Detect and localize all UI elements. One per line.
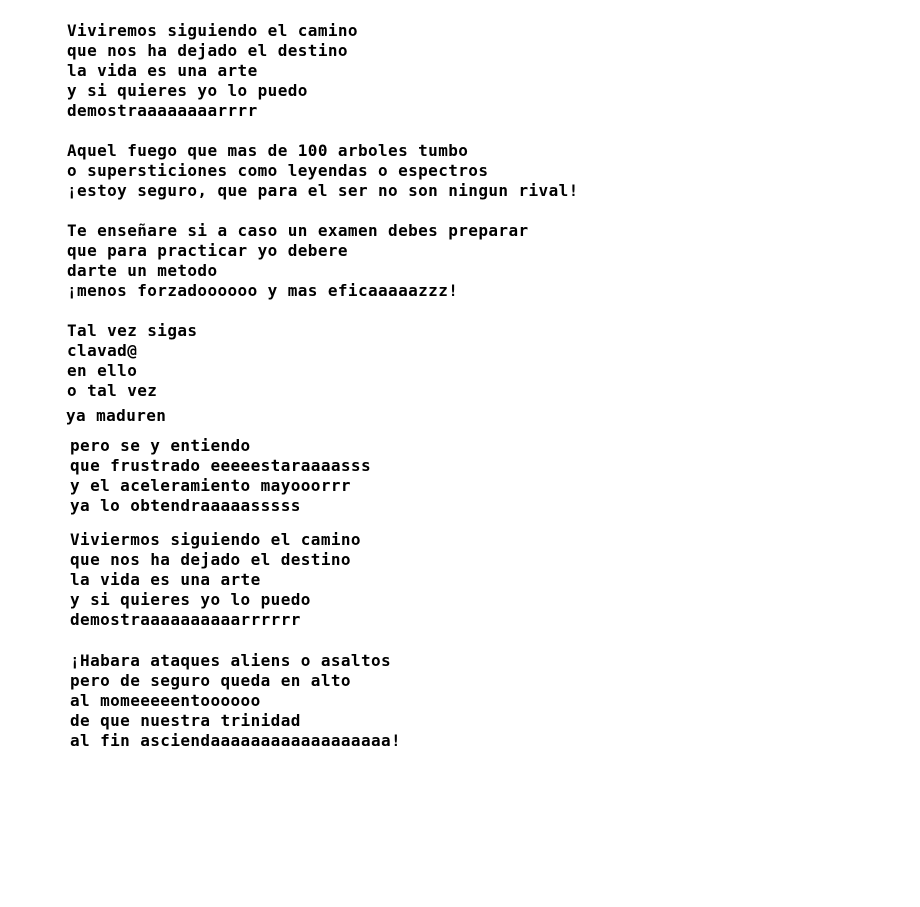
poem-line: y si quieres yo lo puedo xyxy=(70,590,311,609)
poem-line: que nos ha dejado el destino xyxy=(70,550,351,569)
poem-line: pero de seguro queda en alto xyxy=(70,671,351,690)
stanza-2 xyxy=(67,141,579,201)
poem-line: Viviermos siguiendo el camino xyxy=(70,530,361,549)
poem-line: pero se y entiendo xyxy=(70,436,251,455)
poem-line: la vida es una arte xyxy=(67,61,258,80)
poem-line: de que nuestra trinidad xyxy=(70,711,301,730)
poem-line: ya lo obtendraaaaasssss xyxy=(70,496,301,515)
poem-line: Aquel fuego que mas de 100 arboles tumbo xyxy=(67,141,469,160)
poem-line: o supersticiones como leyendas o espectros xyxy=(67,161,489,180)
poem-line: que para practicar yo debere xyxy=(67,241,348,260)
stanza-3 xyxy=(67,221,529,301)
poem-line: que frustrado eeeeestaraaaasss xyxy=(70,456,371,475)
stanza-6 xyxy=(70,530,361,630)
poem-line: en ello xyxy=(67,361,138,380)
stanza-5 xyxy=(70,436,371,516)
poem-line: y si quieres yo lo puedo xyxy=(67,81,308,100)
poem-line: ¡Habara ataques aliens o asaltos xyxy=(70,651,392,670)
stanza-7 xyxy=(70,651,401,751)
poem-line: Viviremos siguiendo el camino xyxy=(67,21,358,40)
poem-line: ya maduren xyxy=(66,406,167,425)
poem-line: demostraaaaaaaaaarrrrrr xyxy=(70,610,301,629)
stanza-4 xyxy=(67,321,197,401)
poem-line: o tal vez xyxy=(67,381,158,400)
poem-line: Te enseñare si a caso un examen debes preparar xyxy=(67,221,529,240)
poem-line: al fin asciendaaaaaaaaaaaaaaaaaa! xyxy=(70,731,402,750)
poem-line: clavad@ xyxy=(67,341,138,360)
poem-line: al momeeeeentoooooo xyxy=(70,691,261,710)
poem-line: ¡menos forzadoooooo y mas eficaaaaazzz! xyxy=(67,281,459,300)
poem-line: la vida es una arte xyxy=(70,570,261,589)
poem-line: darte un metodo xyxy=(67,261,218,280)
poem-line: ¡estoy seguro, que para el ser no son ningun rival! xyxy=(67,181,579,200)
stanza-4-continued xyxy=(66,406,166,426)
poem-line: demostraaaaaaaarrrr xyxy=(67,101,258,120)
poem-line: Tal vez sigas xyxy=(67,321,198,340)
stanza-1 xyxy=(67,21,358,121)
poem-line: que nos ha dejado el destino xyxy=(67,41,348,60)
poem-line: y el aceleramiento mayooorrr xyxy=(70,476,351,495)
